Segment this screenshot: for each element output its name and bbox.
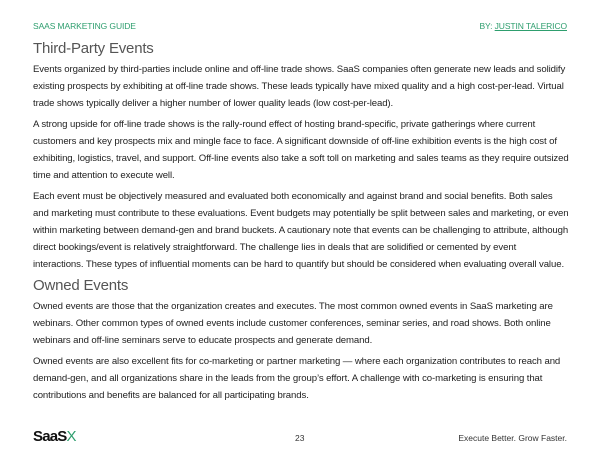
author-link[interactable]: JUSTIN TALERICO xyxy=(494,21,567,31)
paragraph: Owned events are those that the organization creates and executes. The most common owned events in SaaS marketing are webinars. Other common types of owned events include customer conferences, seminar series, and road shows. Both online webinars and off-line seminars serve to educate prospects and generate demand. xyxy=(33,301,553,346)
logo-text: SaaS xyxy=(33,428,67,445)
page-content xyxy=(33,40,569,408)
logo-x: X xyxy=(66,428,76,445)
paragraph: Events organized by third-parties include online and off-line trade shows. SaaS companies often generate new leads and solidify existing prospects by exhibiting at off-line trade shows. These leads typically have mixed quality and a high cost-per-lead. Virtual trade shows typically deliver a higher number of lower quality leads (low cost-per-lead). xyxy=(33,64,566,109)
paragraph: Owned events are also excellent fits for co-marketing or partner marketing — where each organization contributes to reach and demand-gen, and all organizations share in the leads from the group’s effort. A challenge with co-marketing is ensuring that contributions and benefits are balanced for all participating brands. xyxy=(33,356,561,401)
section-heading-owned: Owned Events xyxy=(33,277,129,294)
page-number: 23 xyxy=(295,433,305,443)
guide-title: SAAS MARKETING GUIDE xyxy=(33,21,136,31)
paragraph: A strong upside for off-line trade shows is the rally-round effect of hosting brand-specific, private gatherings where current customers and key prospects mix and mingle face to face. A significant downside of off-line exhibition events is the high cost of exhibiting, logistics, travel, and support. Off-line events also take a soft toll on marketing and sales teams as they require outsized time and attention to execute well. xyxy=(33,119,569,181)
paragraph: Each event must be objectively measured and evaluated both economically and against brand and social benefits. Both sales and marketing must contribute to these evaluations. Event budgets may potentially be split between sales and marketing, or even within marketing between demand-gen and brand buckets. A cautionary note that events can be challenging to attribute, although direct bookings/event is relatively straightforward. The challenge lies in deals that are solidified or cemented by event interactions. These types of influential moments can be hard to quantify but should be considered when evaluating overall value. xyxy=(33,191,569,270)
saasx-logo xyxy=(33,428,76,445)
tagline: Execute Better. Grow Faster. xyxy=(458,433,567,443)
footer xyxy=(0,428,600,448)
section-heading-third-party: Third-Party Events xyxy=(33,40,154,57)
by-label: BY: xyxy=(479,21,493,31)
byline xyxy=(479,21,567,31)
